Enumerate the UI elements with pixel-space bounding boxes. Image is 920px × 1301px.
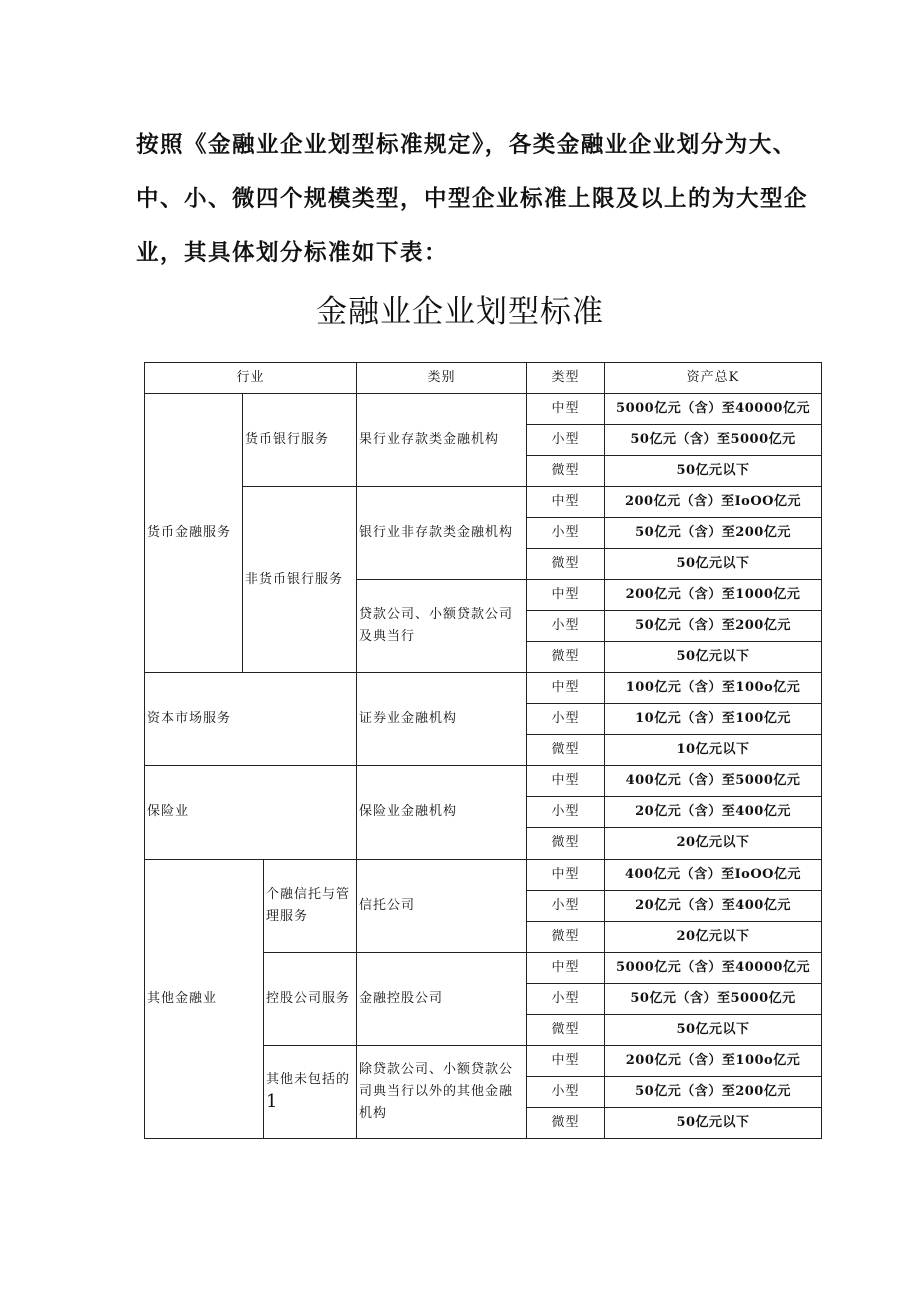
table-row <box>145 766 822 797</box>
table-title: 金融业企业划型标准 <box>316 294 604 330</box>
assets-cell: 50亿元（含）至5000亿元 <box>605 425 822 456</box>
type-cell: 微型 <box>527 549 605 580</box>
type-cell: 小型 <box>527 704 605 735</box>
industry-capital: 资本市场服务 <box>145 673 357 766</box>
table-row <box>145 859 822 890</box>
assets-cell: 400亿元（含）至5000亿元 <box>605 766 822 797</box>
assets-cell: 100亿元（含）至100o亿元 <box>605 673 822 704</box>
table-row <box>145 673 822 704</box>
assets-cell: 10亿元以下 <box>605 735 822 766</box>
assets-cell: 200亿元（含）至IoOO亿元 <box>605 487 822 518</box>
type-cell: 小型 <box>527 425 605 456</box>
industry-other: 其他金融业 <box>145 859 264 1139</box>
assets-cell: 50亿元（含）至5000亿元 <box>605 983 822 1014</box>
subindustry-misc-mark: 1 <box>266 1090 279 1112</box>
type-cell: 微型 <box>527 642 605 673</box>
type-cell: 中型 <box>527 580 605 611</box>
type-cell: 微型 <box>527 921 605 952</box>
header-assets: 资产总K <box>605 363 822 394</box>
assets-cell: 400亿元（含）至IoOO亿元 <box>605 859 822 890</box>
table-row <box>145 394 822 425</box>
type-cell: 中型 <box>527 394 605 425</box>
assets-cell: 50亿元（含）至200亿元 <box>605 611 822 642</box>
type-cell: 中型 <box>527 673 605 704</box>
assets-cell: 50亿元以下 <box>605 549 822 580</box>
subindustry-misc-text: 其他未包括的 <box>266 1071 351 1087</box>
type-cell: 微型 <box>527 828 605 859</box>
type-cell: 小型 <box>527 890 605 921</box>
industry-insurance: 保险业 <box>145 766 357 859</box>
assets-cell: 5000亿元（含）至40000亿元 <box>605 952 822 983</box>
type-cell: 小型 <box>527 518 605 549</box>
header-category: 类别 <box>357 363 527 394</box>
type-cell: 小型 <box>527 797 605 828</box>
type-cell: 微型 <box>527 456 605 487</box>
subindustry-bank: 货币银行服务 <box>243 394 357 487</box>
category-trust: 信托公司 <box>357 859 527 952</box>
type-cell: 小型 <box>527 983 605 1014</box>
category-capital: 证券业金融机构 <box>357 673 527 766</box>
subindustry-misc <box>264 1045 357 1138</box>
subindustry-trust: 个融信托与管理服务 <box>264 859 357 952</box>
assets-cell: 20亿元（含）至400亿元 <box>605 890 822 921</box>
header-type: 类型 <box>527 363 605 394</box>
assets-cell: 50亿元（含）至200亿元 <box>605 518 822 549</box>
intro-line-3: 业，其具体划分标准如下表： <box>136 240 449 266</box>
assets-cell: 50亿元以下 <box>605 642 822 673</box>
table-row <box>145 487 822 518</box>
type-cell: 中型 <box>527 487 605 518</box>
assets-cell: 20亿元以下 <box>605 828 822 859</box>
assets-cell: 20亿元（含）至400亿元 <box>605 797 822 828</box>
header-industry: 行业 <box>145 363 357 394</box>
assets-cell: 5000亿元（含）至40000亿元 <box>605 394 822 425</box>
intro-line-1: 按照《金融业企业划型标准规定》，各类金融业企业划分为大、 <box>136 132 797 158</box>
type-cell: 中型 <box>527 1045 605 1076</box>
type-cell: 中型 <box>527 766 605 797</box>
subindustry-nonbank: 非货币银行服务 <box>243 487 357 673</box>
industry-monetary: 货币金融服务 <box>145 394 243 673</box>
category-misc: 除贷款公司、小额贷款公司典当行以外的其他金融机构 <box>357 1045 527 1138</box>
assets-cell: 50亿元以下 <box>605 456 822 487</box>
category-holding: 金融控股公司 <box>357 952 527 1045</box>
type-cell: 中型 <box>527 952 605 983</box>
assets-cell: 50亿元以下 <box>605 1107 822 1138</box>
assets-cell: 50亿元以下 <box>605 1014 822 1045</box>
header-row <box>145 363 822 394</box>
type-cell: 微型 <box>527 735 605 766</box>
type-cell: 小型 <box>527 611 605 642</box>
assets-cell: 200亿元（含）至1000亿元 <box>605 580 822 611</box>
classification-table <box>144 362 822 1139</box>
category-nonbank-2: 贷款公司、小额贷款公司及典当行 <box>357 580 527 673</box>
assets-cell: 50亿元（含）至200亿元 <box>605 1076 822 1107</box>
type-cell: 微型 <box>527 1014 605 1045</box>
intro-paragraph <box>136 118 816 280</box>
type-cell: 微型 <box>527 1107 605 1138</box>
assets-cell: 10亿元（含）至100亿元 <box>605 704 822 735</box>
type-cell: 中型 <box>527 859 605 890</box>
subindustry-holding: 控股公司服务 <box>264 952 357 1045</box>
assets-cell: 200亿元（含）至100o亿元 <box>605 1045 822 1076</box>
category-nonbank-1: 银行业非存款类金融机构 <box>357 487 527 580</box>
assets-cell: 20亿元以下 <box>605 921 822 952</box>
category-bank: 果行业存款类金融机构 <box>357 394 527 487</box>
type-cell: 小型 <box>527 1076 605 1107</box>
intro-line-2: 中、小、微四个规模类型，中型企业标准上限及以上的为大型企 <box>136 186 809 212</box>
category-insurance: 保险业金融机构 <box>357 766 527 859</box>
